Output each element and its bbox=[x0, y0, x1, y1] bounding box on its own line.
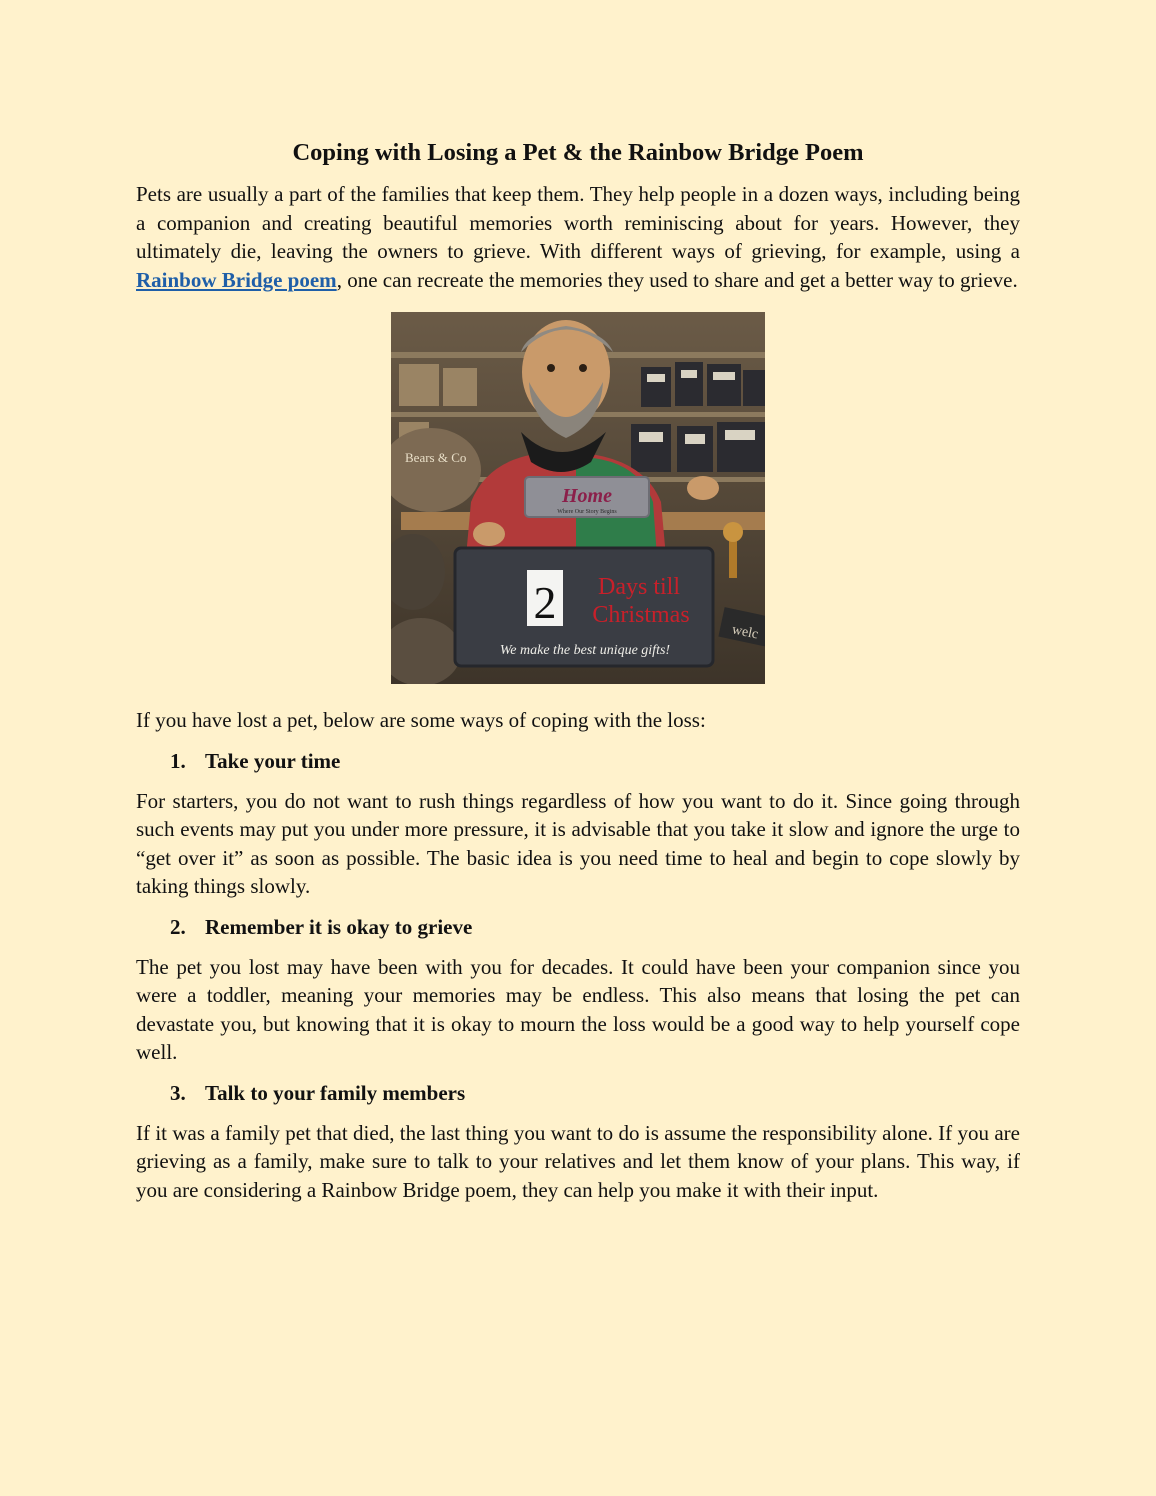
photo-illustration bbox=[391, 312, 765, 684]
section-body-3: If it was a family pet that died, the last thing you want to do is assume the responsibility alone. If you are grieving as a family, make sure to talk to your relatives and let them know of your plans. This way, if you are considering a Rainbow Bridge poem, they can help you make it with their input. bbox=[136, 1120, 1020, 1202]
welcome-sign-text: welc bbox=[730, 622, 760, 643]
countdown-line1: Days till bbox=[598, 574, 680, 600]
lead-in-text: If you have lost a pet, below are some ways of coping with the loss: bbox=[136, 708, 706, 732]
intro-text-end: , one can recreate the memories they used to share and get a better way to grieve. bbox=[336, 267, 1018, 292]
countdown-line2: Christmas bbox=[592, 602, 690, 628]
section-title-3: Talk to your family members bbox=[205, 1080, 466, 1105]
intro-paragraph bbox=[136, 180, 1020, 294]
countdown-number: 2 bbox=[533, 577, 557, 628]
section-body-2: The pet you lost may have been with you for decades. It could have been your companion since you were a toddler, meaning your memories may be endless. This also means that losing the pet can devastate you, but knowing that it is okay to mourn the loss would be a good way to help yourself cope well. bbox=[136, 954, 1020, 1064]
section-number-1: 1. bbox=[170, 748, 186, 773]
section-title-1: Take your time bbox=[205, 748, 341, 773]
section-heading-3 bbox=[136, 1079, 1020, 1107]
section-body-1: For starters, you do not want to rush things regardless of how you want to do it. Since going through such events may put you under more pressure, it is advisable that you take it slow and ignore the urge to “get over it” as soon as possible. The basic idea is you need time to heal and begin to cope slowly by taking things slowly. bbox=[136, 788, 1020, 898]
section-heading-1 bbox=[136, 747, 1020, 775]
barrel-label: Bears & Co bbox=[405, 450, 467, 465]
page-title: Coping with Losing a Pet & the Rainbow Bridge Poem bbox=[292, 139, 864, 166]
home-sign-text: Home bbox=[562, 485, 612, 507]
section-heading-2 bbox=[136, 913, 1020, 941]
section-number-2: 2. bbox=[170, 914, 186, 939]
section-number-3: 3. bbox=[170, 1080, 186, 1105]
intro-text-start: Pets are usually a part of the families that keep them. They help people in a dozen ways, including being a companion and creating beautiful memories worth reminiscing about for years. However, they ultimately die, leaving the owners to grieve. With different ways of grieving, for example, using a bbox=[136, 182, 1020, 263]
document-body bbox=[136, 138, 1020, 1204]
section-title-2: Remember it is okay to grieve bbox=[205, 914, 473, 939]
article-photo bbox=[391, 312, 765, 684]
rainbow-bridge-link[interactable]: Rainbow Bridge poem bbox=[136, 267, 337, 292]
home-sign-subtext: Where Our Story Begins bbox=[557, 509, 617, 515]
slogan-text: We make the best unique gifts! bbox=[499, 643, 671, 658]
